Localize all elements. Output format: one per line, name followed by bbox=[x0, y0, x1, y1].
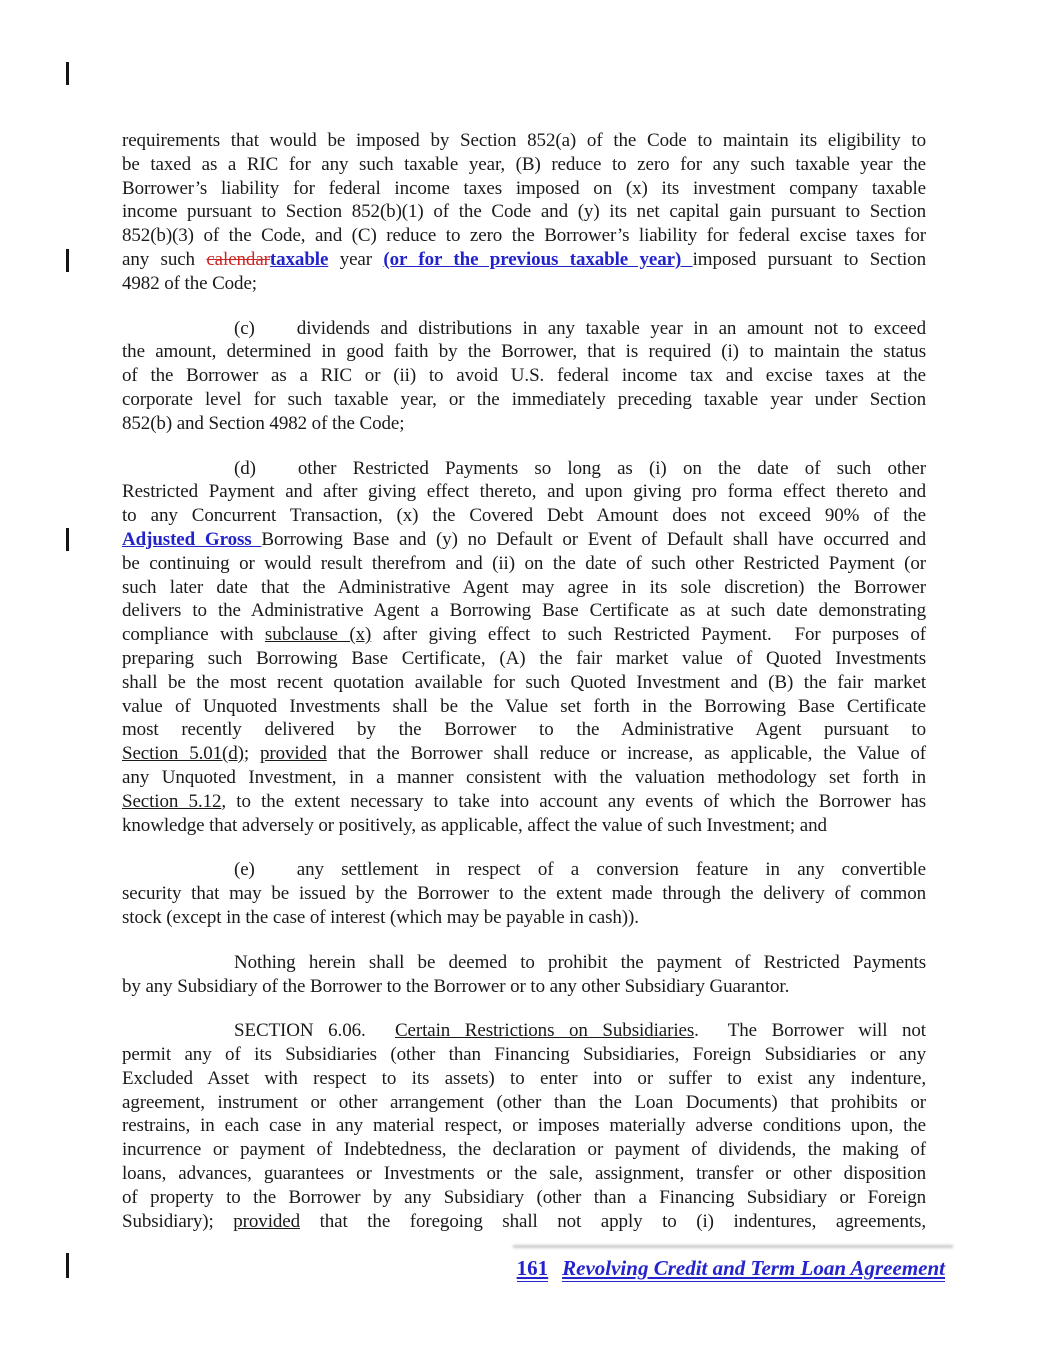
text-line bbox=[122, 742, 926, 766]
paragraph-c bbox=[122, 317, 926, 436]
text-line bbox=[122, 200, 926, 224]
text-line bbox=[122, 766, 926, 790]
text-line bbox=[122, 1043, 926, 1067]
text-run: 852(b)(3) of the Code, and (C) reduce to zero the Borrower’s liability for federal excise taxes for bbox=[122, 225, 926, 247]
text-run: preparing such Borrowing Base Certificate, (A) the fair market value of Quoted Investments bbox=[122, 647, 926, 669]
text-line bbox=[122, 317, 926, 341]
text-line bbox=[122, 1210, 926, 1234]
underlined-text: Certain Restrictions on Subsidiaries bbox=[394, 1020, 695, 1042]
text-run: knowledge that adversely or positively, as applicable, affect the value of such Investment; and bbox=[122, 814, 827, 836]
text-line bbox=[122, 1019, 926, 1043]
inserted-text: taxable bbox=[269, 248, 329, 270]
text-run: value of Unquoted Investments shall be the Value set forth in the Borrowing Base Certificate bbox=[122, 695, 926, 717]
text-line bbox=[122, 975, 926, 999]
text-run: that the Borrower shall reduce or increase, as applicable, the Value of bbox=[326, 743, 926, 765]
text-run: Subsidiary); bbox=[122, 1210, 234, 1232]
text-line bbox=[122, 1162, 926, 1186]
text-line bbox=[122, 1186, 926, 1210]
text-run: (e) bbox=[234, 859, 255, 881]
paragraph-no-prohibition bbox=[122, 951, 926, 999]
text-line bbox=[122, 790, 926, 814]
text-line bbox=[122, 1114, 926, 1138]
text-run: other Restricted Payments so long as (i) on the date of such other bbox=[297, 457, 926, 479]
text-run: requirements that would be imposed by Section 852(a) of the Code to maintain its eligibility to bbox=[122, 130, 926, 151]
scan-artifact-line bbox=[513, 1245, 953, 1248]
text-line bbox=[122, 504, 926, 528]
text-line bbox=[122, 388, 926, 412]
text-line bbox=[122, 906, 926, 930]
text-run: that the foregoing shall not apply to (i) indentures, agreements, bbox=[300, 1210, 926, 1232]
text-line bbox=[122, 224, 926, 248]
underlined-text: Section 5.01(d) bbox=[122, 743, 244, 765]
change-bar bbox=[66, 528, 69, 551]
page-footer bbox=[517, 1256, 945, 1281]
paragraph-d bbox=[122, 457, 926, 838]
footer-doc-title: Revolving Credit and Term Loan Agreement bbox=[562, 1256, 945, 1280]
text-run: such later date that the Administrative Agent may agree in its sole discretion) the Borrower bbox=[122, 576, 926, 598]
text-run: SECTION 6.06. bbox=[234, 1020, 395, 1042]
text-run: any such bbox=[122, 248, 207, 270]
change-bar bbox=[66, 249, 69, 272]
text-run: be continuing or would result therefrom and (ii) on the date of such other Restricted Payment (or bbox=[122, 552, 926, 574]
text-run: shall be the most recent quotation available for such Quoted Investment and (B) the fair market bbox=[122, 671, 926, 693]
text-line bbox=[122, 647, 926, 671]
text-run: (c) bbox=[234, 317, 255, 339]
text-run: imposed pursuant to Section bbox=[692, 248, 926, 270]
text-run: income pursuant to Section 852(b)(1) of the Code and (y) its net capital gain pursuant to Section bbox=[122, 201, 926, 223]
document-body bbox=[122, 129, 926, 1233]
text-line bbox=[122, 272, 926, 296]
text-line bbox=[122, 1067, 926, 1091]
text-run: restrains, in each case in any material respect, or imposes materially adverse conditions upon, the bbox=[122, 1115, 926, 1137]
text-line bbox=[122, 340, 926, 364]
underlined-text: Section 5.12 bbox=[122, 790, 222, 812]
text-line bbox=[122, 457, 926, 481]
text-run: by any Subsidiary of the Borrower to the Borrower or to any other Subsidiary Guarantor. bbox=[122, 975, 790, 997]
page-number: 161 bbox=[516, 1256, 549, 1280]
text-run: Borrower’s liability for federal income taxes imposed on (x) its investment company taxable bbox=[122, 177, 926, 199]
text-run: stock (except in the case of interest (which may be payable in cash)). bbox=[122, 906, 639, 928]
text-run: dividends and distributions in any taxable year in an amount not to exceed bbox=[296, 317, 926, 339]
text-line bbox=[122, 671, 926, 695]
text-line bbox=[122, 364, 926, 388]
text-run: most recently delivered by the Borrower to the Administrative Agent pursuant to bbox=[122, 719, 926, 741]
text-line bbox=[122, 153, 926, 177]
text-run: Borrowing Base and (y) no Default or Event of Default shall have occurred and bbox=[261, 528, 927, 550]
text-run: any settlement in respect of a conversion feature in any convertible bbox=[296, 859, 926, 881]
underlined-text: provided bbox=[260, 743, 327, 765]
text-line bbox=[122, 1091, 926, 1115]
text-line bbox=[122, 718, 926, 742]
text-run: 4982 of the Code; bbox=[122, 272, 257, 294]
text-run: , to the extent necessary to take into account any events of which the Borrower has bbox=[221, 790, 926, 812]
text-run: loans, advances, guarantees or Investments or the sale, assignment, transfer or other disposition bbox=[122, 1163, 926, 1185]
text-run: security that may be issued by the Borrower to the extent made through the delivery of common bbox=[122, 883, 926, 905]
text-line bbox=[122, 129, 926, 153]
text-line bbox=[122, 576, 926, 600]
text-line bbox=[122, 528, 926, 552]
text-line bbox=[122, 814, 926, 838]
deleted-text: calendar bbox=[206, 248, 270, 270]
text-run: the amount, determined in good faith by the Borrower, that is required (i) to maintain the status bbox=[122, 341, 926, 363]
text-run: of the Borrower as a RIC or (ii) to avoid U.S. federal income tax and excise taxes at the bbox=[122, 365, 926, 387]
text-run: Restricted Payment and after giving effect thereto, and upon giving pro forma effect thereto and bbox=[122, 481, 926, 503]
text-run: any Unquoted Investment, in a manner consistent with the valuation methodology set forth in bbox=[122, 766, 926, 788]
text-run: delivers to the Administrative Agent a Borrowing Base Certificate as at such date demonstrating bbox=[122, 600, 926, 622]
text-line bbox=[122, 623, 926, 647]
text-line bbox=[122, 552, 926, 576]
text-run: 852(b) and Section 4982 of the Code; bbox=[122, 412, 405, 434]
text-line bbox=[122, 882, 926, 906]
paragraph-continuation bbox=[122, 129, 926, 296]
inserted-text: (or for the previous taxable year) bbox=[383, 248, 693, 270]
text-run: of property to the Borrower by any Subsidiary (other than a Financing Subsidiary or Foreign bbox=[122, 1186, 926, 1208]
text-run: permit any of its Subsidiaries (other than Financing Subsidiaries, Foreign Subsidiaries or any bbox=[122, 1044, 926, 1066]
underlined-text: subclause (x) bbox=[264, 624, 372, 646]
text-run: Nothing herein shall be deemed to prohibit the payment of Restricted Payments bbox=[234, 951, 926, 973]
text-line bbox=[122, 951, 926, 975]
text-line bbox=[122, 599, 926, 623]
text-run: (d) bbox=[234, 457, 256, 479]
paragraph-e bbox=[122, 858, 926, 929]
text-run: after giving effect to such Restricted Payment. For purposes of bbox=[371, 624, 926, 646]
text-run: compliance with bbox=[122, 624, 265, 646]
paragraph-section-6-06 bbox=[122, 1019, 926, 1233]
text-run: agreement, instrument or other arrangement (other than the Loan Documents) that prohibits or bbox=[122, 1091, 926, 1113]
inserted-text: Adjusted Gross bbox=[122, 528, 262, 550]
text-line bbox=[122, 695, 926, 719]
text-run: incurrence or payment of Indebtedness, the declaration or payment of dividends, the making of bbox=[122, 1139, 926, 1161]
text-line bbox=[122, 1138, 926, 1162]
text-run: be taxed as a RIC for any such taxable year, (B) reduce to zero for any such taxable year the bbox=[122, 153, 926, 175]
text-run: to any Concurrent Transaction, (x) the Covered Debt Amount does not exceed 90% of the bbox=[122, 505, 926, 527]
underlined-text: provided bbox=[233, 1210, 301, 1232]
text-line bbox=[122, 412, 926, 436]
text-line bbox=[122, 177, 926, 201]
text-run: corporate level for such taxable year, or the immediately preceding taxable year under Section bbox=[122, 388, 926, 410]
text-line bbox=[122, 248, 926, 272]
text-line bbox=[122, 858, 926, 882]
text-line bbox=[122, 480, 926, 504]
text-run: ; bbox=[243, 743, 260, 765]
change-bar bbox=[66, 62, 69, 85]
text-run: Excluded Asset with respect to its assets) to enter into or suffer to exist any indenture, bbox=[122, 1067, 926, 1089]
text-run: . The Borrower will not bbox=[694, 1020, 926, 1042]
change-bar bbox=[66, 1253, 69, 1278]
text-run: year bbox=[328, 248, 384, 270]
